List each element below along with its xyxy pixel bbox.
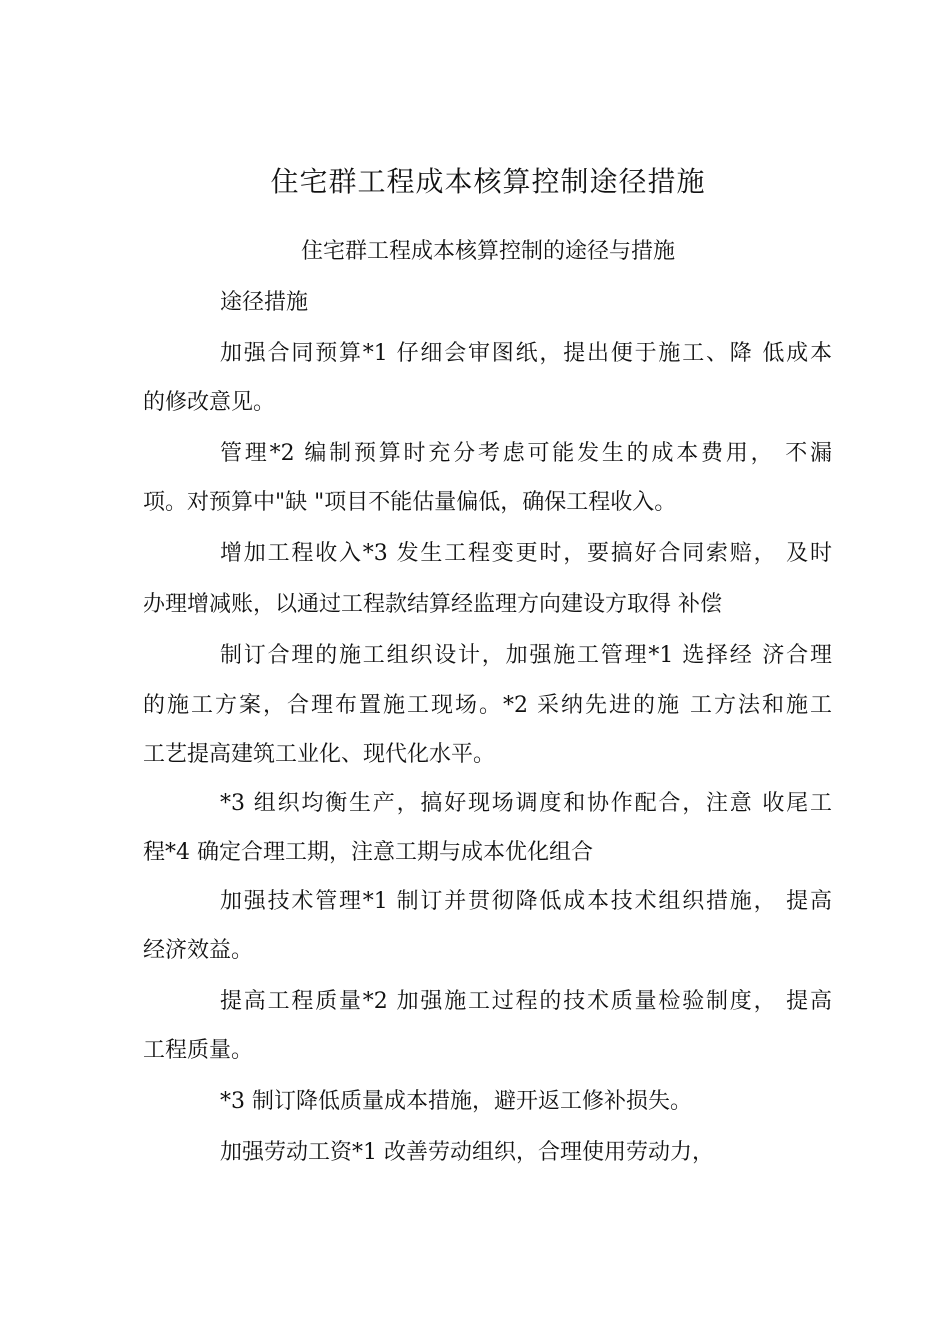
- text-line: 途径措施: [220, 290, 309, 315]
- text-line: 程*4 确定合理工期，注意工期与成本优化组合: [143, 840, 593, 865]
- text-line: 的修改意见。: [143, 390, 276, 415]
- text-line: 工程质量。: [143, 1038, 254, 1063]
- text-line: *3 制订降低质量成本措施，避开返工修补损失。: [220, 1089, 692, 1114]
- text-line: 工艺提高建筑工业化、现代化水平。: [143, 742, 496, 767]
- text-line: 增加工程收入*3 发生工程变更时，要搞好合同索赔， 及时: [220, 541, 832, 566]
- text-line: *3 组织均衡生产，搞好现场调度和协作配合，注意 收尾工: [220, 791, 832, 816]
- text-line: 经济效益。: [143, 938, 254, 963]
- document-subtitle: 住宅群工程成本核算控制的途径与措施: [300, 239, 675, 264]
- text-line: 办理增减账，以通过工程款结算经监理方向建设方取得 补偿: [143, 592, 722, 617]
- text-line: 加强劳动工资*1 改善劳动组织，合理使用劳动力，: [220, 1140, 714, 1165]
- text-line: 加强合同预算*1 仔细会审图纸，提出便于施工、降 低成本: [220, 341, 832, 366]
- text-line: 加强技术管理*1 制订并贯彻降低成本技术组织措施， 提高: [220, 889, 832, 914]
- text-line: 项。对预算中"缺 "项目不能估量偏低，确保工程收入。: [143, 490, 677, 515]
- text-line: 的施工方案，合理布置施工现场。*2 采纳先进的施 工方法和施工: [143, 693, 832, 718]
- text-line: 制订合理的施工组织设计，加强施工管理*1 选择经 济合理: [220, 643, 832, 668]
- document-title: 住宅群工程成本核算控制途径措施: [270, 165, 706, 198]
- text-line: 提高工程质量*2 加强施工过程的技术质量检验制度， 提高: [220, 989, 832, 1014]
- text-line: 管理*2 编制预算时充分考虑可能发生的成本费用， 不漏: [220, 441, 832, 466]
